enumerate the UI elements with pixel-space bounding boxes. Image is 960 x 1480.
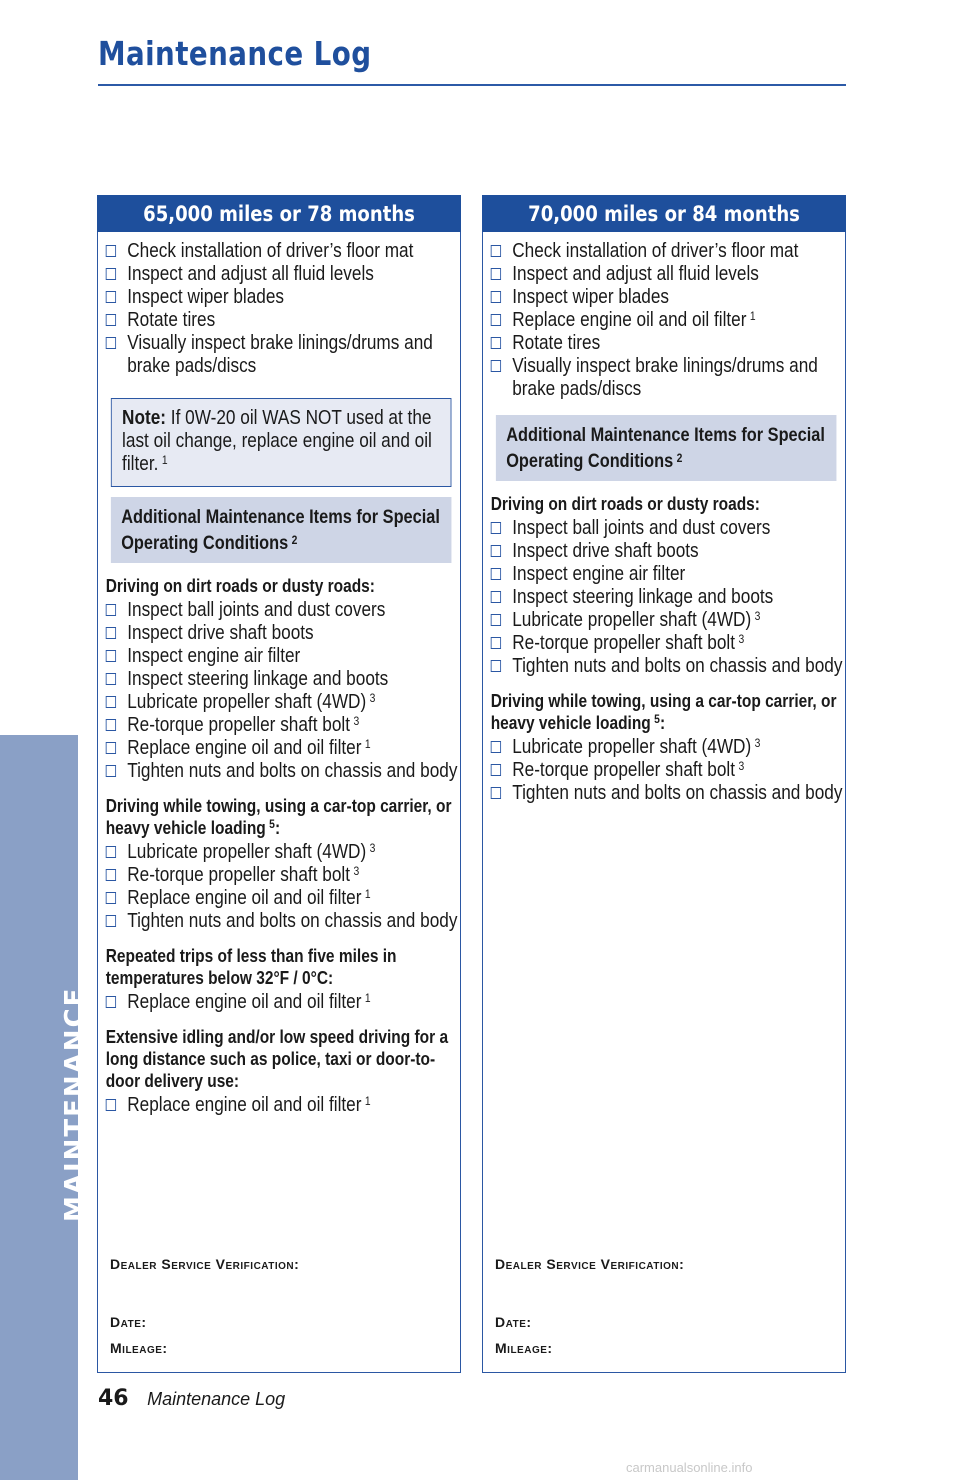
checkbox[interactable] [106,673,116,685]
checklist-item [489,517,848,540]
checkbox[interactable] [491,568,501,580]
item-text: Tighten nuts and bolts on chassis and body [127,760,458,782]
checkbox[interactable] [491,360,501,372]
footnote-ref: 1 [364,991,371,1005]
condition-groups [489,493,848,805]
checklist-item [489,355,848,401]
checkbox[interactable] [491,764,501,776]
checklist-item [104,645,463,668]
title-rule [98,84,846,86]
checklist-item [104,691,463,714]
checklist-item [489,563,848,586]
regular-items [104,240,463,378]
page-title: Maintenance Log [98,34,372,73]
item-text: Re-torque propeller shaft bolt [512,759,736,781]
checkbox[interactable] [491,314,501,326]
checkbox[interactable] [106,291,116,303]
checkbox[interactable] [106,915,116,927]
checkbox[interactable] [106,627,116,639]
interval-70000-column [482,195,846,1373]
checklist-item [104,599,463,622]
checkbox[interactable] [106,765,116,777]
date-label: Date: [110,1314,147,1330]
page-number: 46 [98,1386,129,1411]
item-text: Inspect ball joints and dust covers [512,517,771,539]
checkbox[interactable] [106,604,116,616]
additional-items-heading: Additional Maintenance Items for Special Operating Conditions $^2$ [496,415,837,481]
watermark: carmanualsonline.info [626,1460,753,1475]
item-text: Check installation of driver’s floor mat [127,240,414,262]
note-text: If 0W-20 oil WAS NOT used at the last oil change, replace engine oil and oil filter. [122,407,432,475]
condition-heading: Driving while towing, using a car-top carrier, or heavy vehicle loading $^5$: [490,691,837,733]
footnote-ref: 3 [754,736,761,750]
item-text: Inspect drive shaft boots [127,622,314,644]
oil-note [111,398,452,487]
condition-heading: Repeated trips of less than five miles in temperatures below 32°F / 0°C: [105,946,397,988]
checklist-item [104,991,463,1014]
checklist-item [489,759,848,782]
checklist-item [104,841,463,864]
checklist-item [489,632,848,655]
checkbox[interactable] [491,245,501,257]
column-content [104,240,463,1117]
footnote-ref: 3 [738,632,745,646]
condition-group [104,945,463,1014]
checkbox[interactable] [106,268,116,280]
checkbox[interactable] [106,1099,116,1111]
checklist-item [104,622,463,645]
checklist-item [489,332,848,355]
dealer-verification-label: Dealer Service Verification: [495,1256,685,1272]
item-text: Re-torque propeller shaft bolt [512,632,736,654]
footnote-ref: 3 [369,841,376,855]
item-text: Inspect engine air filter [127,645,301,667]
condition-heading: Extensive idling and/or low speed driving for a long distance such as police, taxi or door-to-door delivery use: [105,1027,449,1091]
condition-group [104,575,463,783]
item-text: Inspect drive shaft boots [512,540,699,562]
interval-heading: 70,000 miles or 84 months [482,195,846,232]
item-text: Inspect steering linkage and boots [127,668,389,690]
interval-heading: 65,000 miles or 78 months [97,195,461,232]
checklist-item [489,736,848,759]
checkbox[interactable] [106,742,116,754]
mileage-label: Mileage: [495,1340,553,1356]
checkbox[interactable] [491,522,501,534]
item-text: Inspect engine air filter [512,563,686,585]
footnote-ref: 1 [364,1094,371,1108]
item-text: Lubricate propeller shaft (4WD) [512,736,752,758]
checkbox[interactable] [106,696,116,708]
checkbox[interactable] [491,545,501,557]
checklist-item [489,540,848,563]
checkbox[interactable] [106,996,116,1008]
checklist-item [104,1094,463,1117]
item-text: Lubricate propeller shaft (4WD) [512,609,752,631]
checkbox[interactable] [106,337,116,349]
footnote-ref: 1 [364,737,371,751]
regular-items [489,240,848,401]
checklist-item [104,240,463,263]
item-text: Rotate tires [512,332,601,354]
checklist-item [104,737,463,760]
checkbox[interactable] [106,719,116,731]
item-text: Lubricate propeller shaft (4WD) [127,841,367,863]
checklist-item [104,864,463,887]
checklist-item [104,887,463,910]
item-text: Replace engine oil and oil filter [512,309,747,331]
date-label: Date: [495,1314,532,1330]
footnote-ref: 1 [364,887,371,901]
condition-heading: Driving on dirt roads or dusty roads: [105,576,375,596]
page-footer [98,1386,285,1411]
note-label: Note: [122,407,167,429]
item-text: Visually inspect brake linings/drums and brake pads/discs [127,332,433,377]
footer-label: Maintenance Log [147,1389,286,1409]
checklist-item [489,263,848,286]
item-text: Inspect and adjust all fluid levels [127,263,374,285]
footnote-ref: 3 [754,609,761,623]
footnote-ref: 3 [738,759,745,773]
item-text: Check installation of driver’s floor mat [512,240,799,262]
checkbox[interactable] [106,245,116,257]
item-text: Inspect wiper blades [512,286,670,308]
checklist-item [489,309,848,332]
checklist-item [104,910,463,933]
footnote-ref: 1 [749,309,756,323]
item-text: Replace engine oil and oil filter [127,737,362,759]
checklist-item [489,240,848,263]
item-text: Lubricate propeller shaft (4WD) [127,691,367,713]
item-text: Inspect ball joints and dust covers [127,599,386,621]
checklist-item [104,714,463,737]
checkbox[interactable] [106,650,116,662]
checkbox[interactable] [491,614,501,626]
checklist-item [104,286,463,309]
checkbox[interactable] [491,787,501,799]
condition-heading: Driving on dirt roads or dusty roads: [490,494,760,514]
checkbox[interactable] [106,892,116,904]
item-text: Inspect and adjust all fluid levels [512,263,759,285]
item-text: Re-torque propeller shaft bolt [127,864,351,886]
item-text: Inspect steering linkage and boots [512,586,774,608]
checkbox[interactable] [491,741,501,753]
checkbox[interactable] [106,846,116,858]
interval-65000-column [97,195,461,1373]
checklist-item [104,332,463,378]
checklist-item [489,286,848,309]
item-text: Re-torque propeller shaft bolt [127,714,351,736]
checkbox[interactable] [491,291,501,303]
condition-group [489,493,848,678]
checkbox[interactable] [491,591,501,603]
checkbox[interactable] [491,337,501,349]
checklist-item [104,309,463,332]
condition-heading: Driving while towing, using a car-top carrier, or heavy vehicle loading $^5$: [105,796,452,838]
additional-items-heading: Additional Maintenance Items for Special Operating Conditions $^2$ [111,497,452,563]
checklist-item [104,760,463,783]
condition-groups [104,575,463,1117]
item-text: Replace engine oil and oil filter [127,887,362,909]
condition-group [104,1026,463,1117]
checklist-item [489,609,848,632]
item-text: Tighten nuts and bolts on chassis and body [512,782,843,804]
item-text: Tighten nuts and bolts on chassis and body [512,655,843,677]
item-text: Replace engine oil and oil filter [127,991,362,1013]
checkbox[interactable] [491,268,501,280]
side-tab-label: MAINTENANCE [60,986,90,1222]
column-content [489,240,848,805]
dealer-verification-label: Dealer Service Verification: [110,1256,300,1272]
item-text: Inspect wiper blades [127,286,285,308]
checklist-item [489,655,848,678]
footnote-ref: 3 [353,864,360,878]
note-footnote: 1 [161,453,168,467]
footnote-ref: 3 [353,714,360,728]
checklist-item [489,586,848,609]
checkbox[interactable] [491,660,501,672]
checkbox[interactable] [106,314,116,326]
checklist-item [104,263,463,286]
item-text: Replace engine oil and oil filter [127,1094,362,1116]
checklist-item [104,668,463,691]
checklist-item [489,782,848,805]
footnote-ref: 3 [369,691,376,705]
item-text: Tighten nuts and bolts on chassis and body [127,910,458,932]
condition-group [104,795,463,933]
condition-group [489,690,848,805]
checkbox[interactable] [106,869,116,881]
checkbox[interactable] [491,637,501,649]
mileage-label: Mileage: [110,1340,168,1356]
item-text: Visually inspect brake linings/drums and brake pads/discs [512,355,818,400]
item-text: Rotate tires [127,309,216,331]
